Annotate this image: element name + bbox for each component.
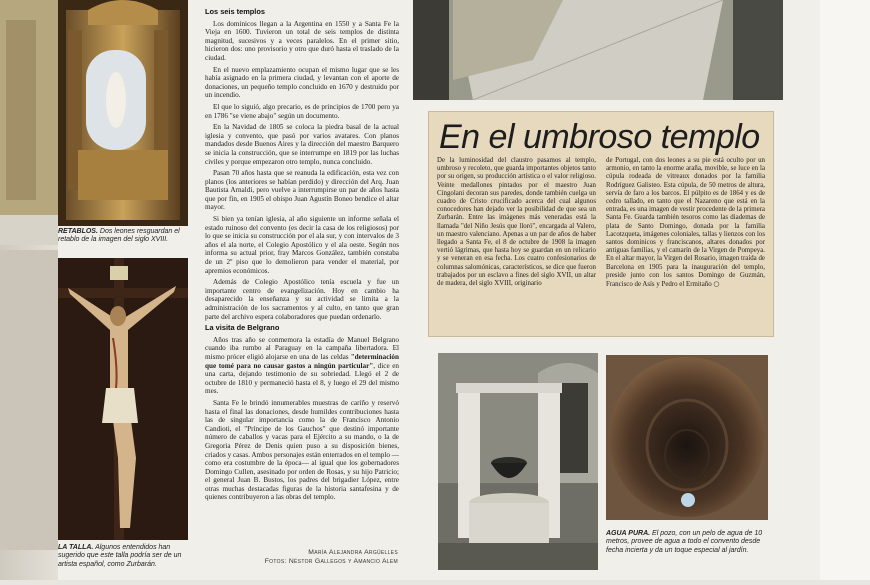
end-mark: ○ xyxy=(713,280,720,289)
sidebar-box xyxy=(428,111,774,337)
caption-well-text: El pozo, con un pelo de agua de 10 metros, provee de agua a todo el convento desde fecha incierta y da un toque especial al jardín. xyxy=(606,530,763,554)
article-paragraph: Pasan 70 años hasta que se reanuda la edificación, esta vez con planos (los anteriores se habían perdido) y dirección del Arq. Juan Bautista Arnaldi, pero vuelve a interrumpirse un par de años hasta que por fin, en 1905 el obispo Juan Agustín Boneo bendice el altar mayor. xyxy=(205,169,399,212)
sidebar-column-2 xyxy=(606,157,765,289)
garden-photo xyxy=(413,0,783,100)
belgrano-quote: "determinación que tomé para no causar gastos a ningún particular" xyxy=(205,352,399,370)
article-paragraph: En el nuevo emplazamiento ocupan el mismo lugar que se les había asignado en la primera ciudad, y levantan con el aporte de donaciones, un pequeño templo concluido en 1670 y destruido por un incendio. xyxy=(205,65,399,100)
belgrano-text-a: Años tras año se conmemora la estadía de Manuel Belgrano cuando iba rumbo al Paraguay en la campaña libertadora. El mismo prócer eligió alojarse en una de las celdas xyxy=(205,335,399,361)
caption-retablo xyxy=(58,228,190,245)
well-interior-photo xyxy=(606,355,768,520)
byline xyxy=(230,548,398,566)
retablo-photo xyxy=(58,0,188,226)
sidebar-paragraph-2 xyxy=(606,157,765,289)
sidebar-columns xyxy=(437,157,765,289)
crucifix-photo xyxy=(58,258,188,540)
well-exterior-photo xyxy=(438,353,598,570)
article-paragraph: Además de Colegio Apostólico tenía escuela y fue un importante centro de evangelización. Hoy en cambio ha desaparecido la enseñanza y su actividad se limita a la administración de los sacramentos y al culto, en tanto que gran parte del archivo espera colaboradores que puedan ordenarlo. xyxy=(205,278,399,321)
caption-retablo-text: Dos leones resguardan el retablo de la imagen del siglo XVIII. xyxy=(58,228,180,244)
sidebar-column-1 xyxy=(437,157,596,289)
article-paragraph xyxy=(205,336,399,396)
section-heading-templos: Los seis templos xyxy=(205,7,265,16)
byline-author: María Alejandra Argüelles xyxy=(308,549,398,556)
byline-photos: Fotos: Néstor Gallegos y Amancio Alem xyxy=(264,558,398,565)
caption-crucifix xyxy=(58,544,190,569)
sidebar-paragraph-2-text: de Portugal, con dos leones a su pie está oculto por un armonio, en tanto la enorme araña, movible, se luce en la cúpula rodeada de vitreaux donados por la familia Rodríguez Galisteo. Esta cúpula, de 50 metros de altura, servía de faro a los barcos. El púlpito es de 1864 y es de cedro tallado, en tanto que el Nazareno que está en la entrada, es una imagen de vestir procedente de la primera Santa Fe. Guarda también tesoros como las diademas de plata de Santo Domingo, donada por la familia Lacotzqueta, imágenes coloniales, tallas y lienzos con los santos dominicos y franciscanos, altares donados por antiguas familias, y el camarín de la Virgen de Pompeya. En el altar mayor, la Virgen del Rosario, imagen traída de Barcelona en 1905 para la inauguración del templo, preside junto con los santos Domingo de Guzmán, Francisco de Asís y Pedro el Ermitaño xyxy=(606,157,765,289)
adjacent-page-edge xyxy=(0,0,58,580)
caption-well xyxy=(606,530,774,555)
caption-crucifix-label: LA TALLA. xyxy=(58,544,94,551)
article-paragraph: El que lo siguió, algo precario, es de principios de 1700 pero ya en 1786 "se viene abajo" según un documento. xyxy=(205,102,399,120)
article-paragraph: En la Navidad de 1805 se coloca la piedra basal de la actual iglesia y convento, que pasó por varios avatares. Con planos mandados desde Buenos Aires y la dirección del maestro Barquero se inicia la construcción, que se interrumpe en 1819 por las luchas civiles y porque empezaron otro templo, nunca concluido. xyxy=(205,123,399,166)
article-paragraph: Santa Fe le brindó innumerables muestras de cariño y reservó hasta el final las donaciones, desde humildes contribuciones hasta las de singular importancia como la de Francisco Antonio Candioti, el "Príncipe de los Gauchos" que destinó importante número de caballos y vacas para el Ejército a su mando, o la de Gregoria Pérez de Denis quien puso a su disposición bienes, criados y casas. Ambos personajes están enterrados en el templo —como era costumbre de la época— al igual que los gobernadores Domingo Cullen, asesinado por orden de Rosas, y su hijo Patricio; el general Juan B. Bustos, los padres del brigadier López, entre otras muchas destacadas figuras de la historia santafesina y de quienes contribuyeron a las obras del templo. xyxy=(205,398,399,502)
article-paragraph: Los dominicos llegan a la Argentina en 1550 y a Santa Fe la Vieja en 1600. Tuvieron un total de seis templos de distinta magnitud, sucesivos y a veces paralelos. En el primer sitio, hicieron dos: uno provisorio y otro que duró hasta el traslado de la ciudad. xyxy=(205,19,399,62)
page-margin xyxy=(820,0,870,580)
caption-retablo-label: RETABLOS. xyxy=(58,228,98,235)
caption-well-label: AGUA PURA. xyxy=(606,530,651,537)
belgrano-text-b: , dice en una carta, dejando testimonio de su sobriedad. Llegó el 2 de octubre de 1810 y permaneció hasta el 8, y luego el 29 del mismo mes. xyxy=(205,361,399,396)
section-heading-belgrano: La visita de Belgrano xyxy=(205,323,280,333)
article-column xyxy=(205,6,399,536)
sidebar-paragraph-1: De la luminosidad del claustro pasamos al templo, umbroso y recoleto, que guarda importantes objetos tanto por su origen, su producción artística o el valor religioso. Veinte medallones pintados por el maestro Juan Cingolani decoran sus paredes, donde también cuelga un cuadro de Cristo crucificado acerca del cual algunos conocedores han dejado ver la posibilidad de que sea un Zurbarán. Entre las imágenes más veneradas está la llamada "del Niño Jesús que lloró", encargada al Valero, un maestro valenciano. Apenas a un par de años de haber llegado a Santa Fe, el 8 de octubre de 1908 la imagen vertió lágrimas, que hasta hoy se guardan en un relicario y se veneran en esa fecha. Los cuatro confesionarios de columnas salomónicas, característicos, se dice que fueron trabajados por un esclavo a fines del siglo XVII, un altar de madera, del siglo XVIII, originario xyxy=(437,157,596,288)
caption-crucifix-text: Algunos entendidos han sugerido que este talla podría ser de un artista español, como Zurbarán. xyxy=(58,544,182,568)
article-paragraph: Si bien ya tenían iglesia, al año siguiente un informe señala el estado ruinoso del convento (es decir la casa de los religiosos) por lo que se inicia su construcción por el ala sur, y con intervalos de 3 años el ala norte, el Colegio Apostólico y el ala oeste. Según nos informa su actual prior, fray Marcos González, también constaba de un 2º piso que lo demolieron para vender el material, por apremios económicos. xyxy=(205,215,399,275)
adjacent-page-photo xyxy=(0,0,58,580)
sidebar-title: En el umbroso templo xyxy=(439,118,760,156)
